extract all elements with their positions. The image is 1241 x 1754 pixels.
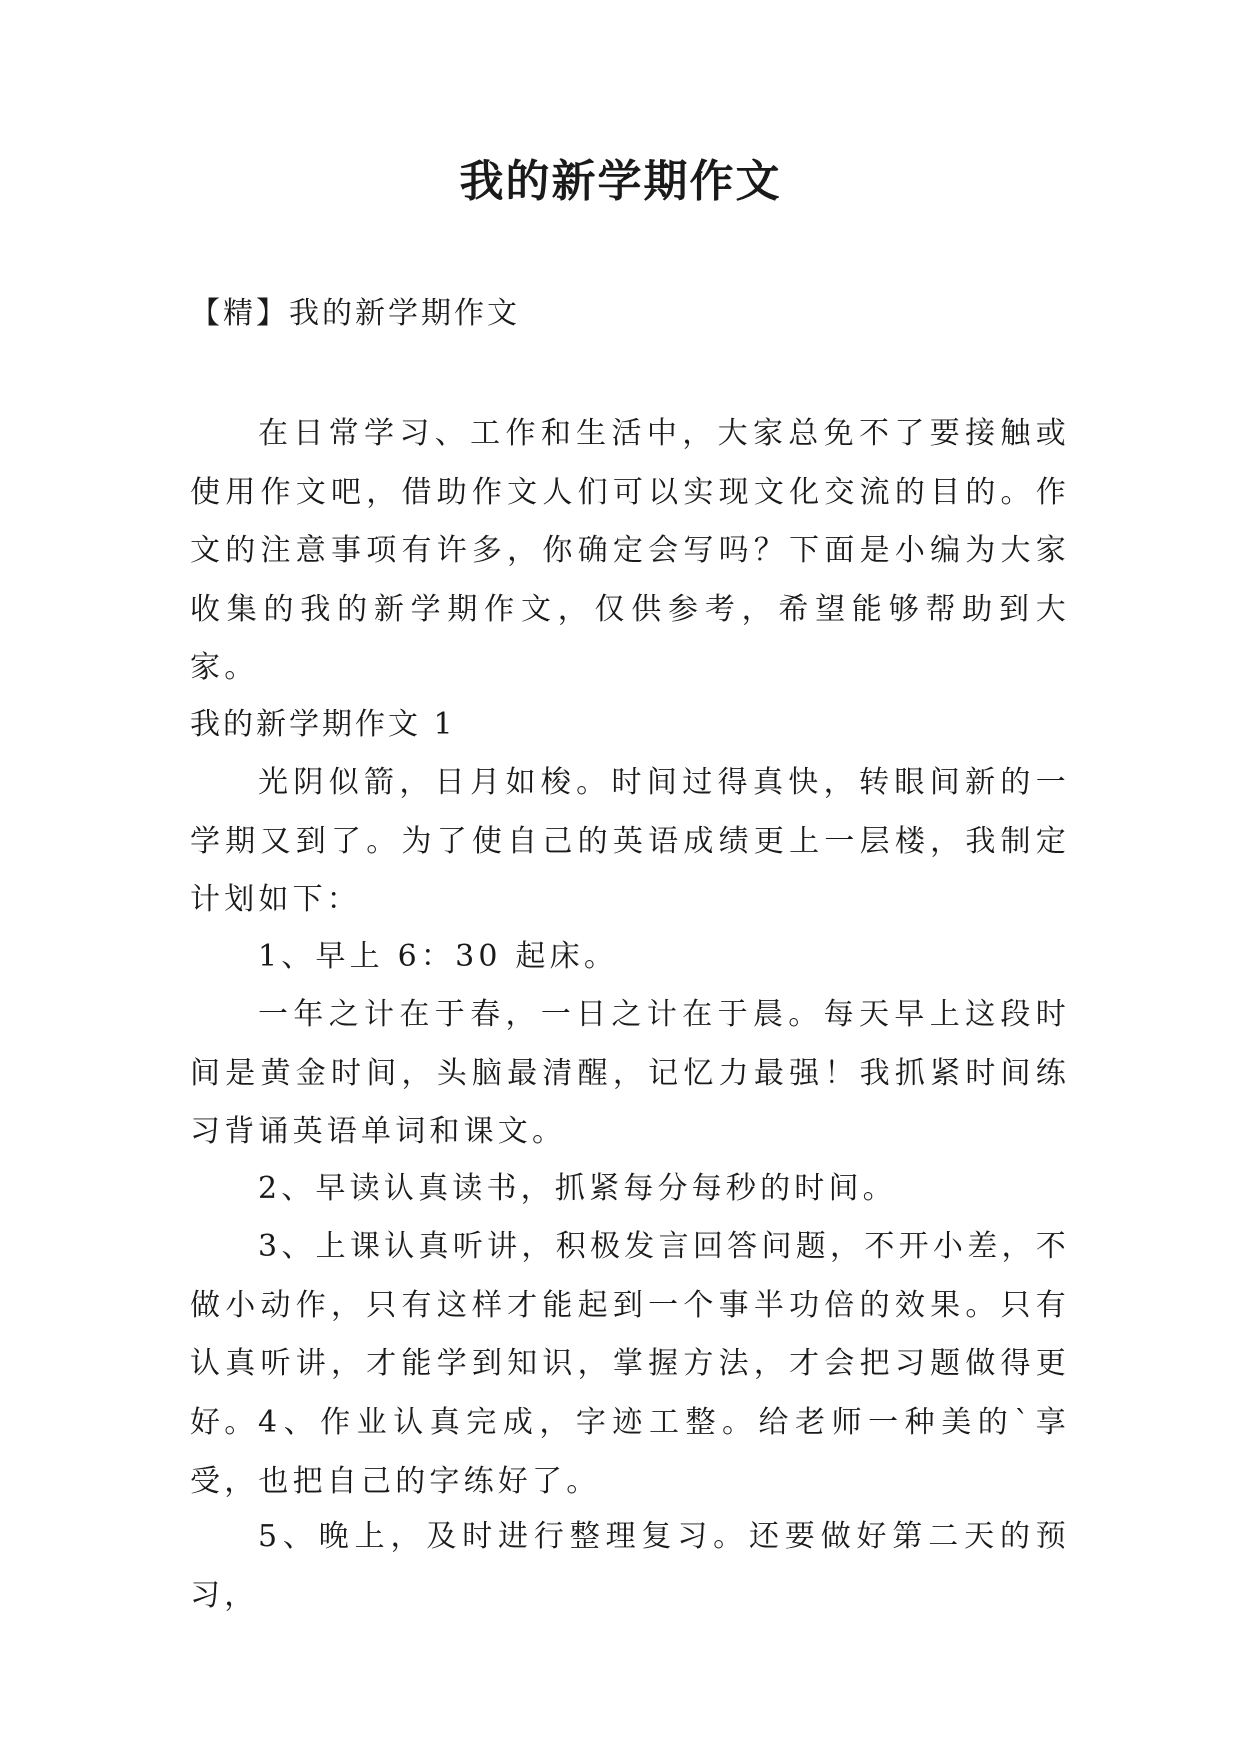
paragraph-4: 2、早读认真读书，抓紧每分每秒的时间。 [258,1171,897,1206]
paragraph-3: 一年之计在于春，一日之计在于晨。每天早上这段时间是黄金时间，头脑最清醒，记忆力最强！我抓紧时间练习背诵英语单词和课文。 [190,997,1070,1149]
intro-paragraph: 在日常学习、工作和生活中，大家总免不了要接触或使用作文吧，借助作文人们可以实现文化交流的目的。作文的注意事项有许多，你确定会写吗？下面是小编为大家收集的我的新学期作文，仅供参考，希望能够帮助到大家。 [190,416,1070,685]
document-title: 我的新学期作文 [459,156,782,207]
paragraph-6: 4、作业认真完成，字迹工整。给老师一种美的`享受，也把自己的字练好了。 [190,1405,1070,1499]
paragraph-1: 光阴似箭，日月如梭。时间过得真快，转眼间新的一学期又到了。为了使自己的英语成绩更上一层楼，我制定计划如下： [190,765,1070,917]
document-subtitle: 【精】我的新学期作文 [190,296,520,331]
paragraph-5: 3、上课认真听讲，积极发言回答问题，不开小差，不做小动作，只有这样才能起到一个事半功倍的效果。只有认真听讲，才能学到知识，掌握方法，才会把习题做得更好。 [190,1229,1070,1440]
paragraph-2: 1、早上 6：30 起床。 [258,939,619,974]
essay-heading: 我的新学期作文 1 [190,707,456,742]
paragraph-7: 5、晚上，及时进行整理复习。还要做好第二天的预习， [190,1519,1070,1613]
